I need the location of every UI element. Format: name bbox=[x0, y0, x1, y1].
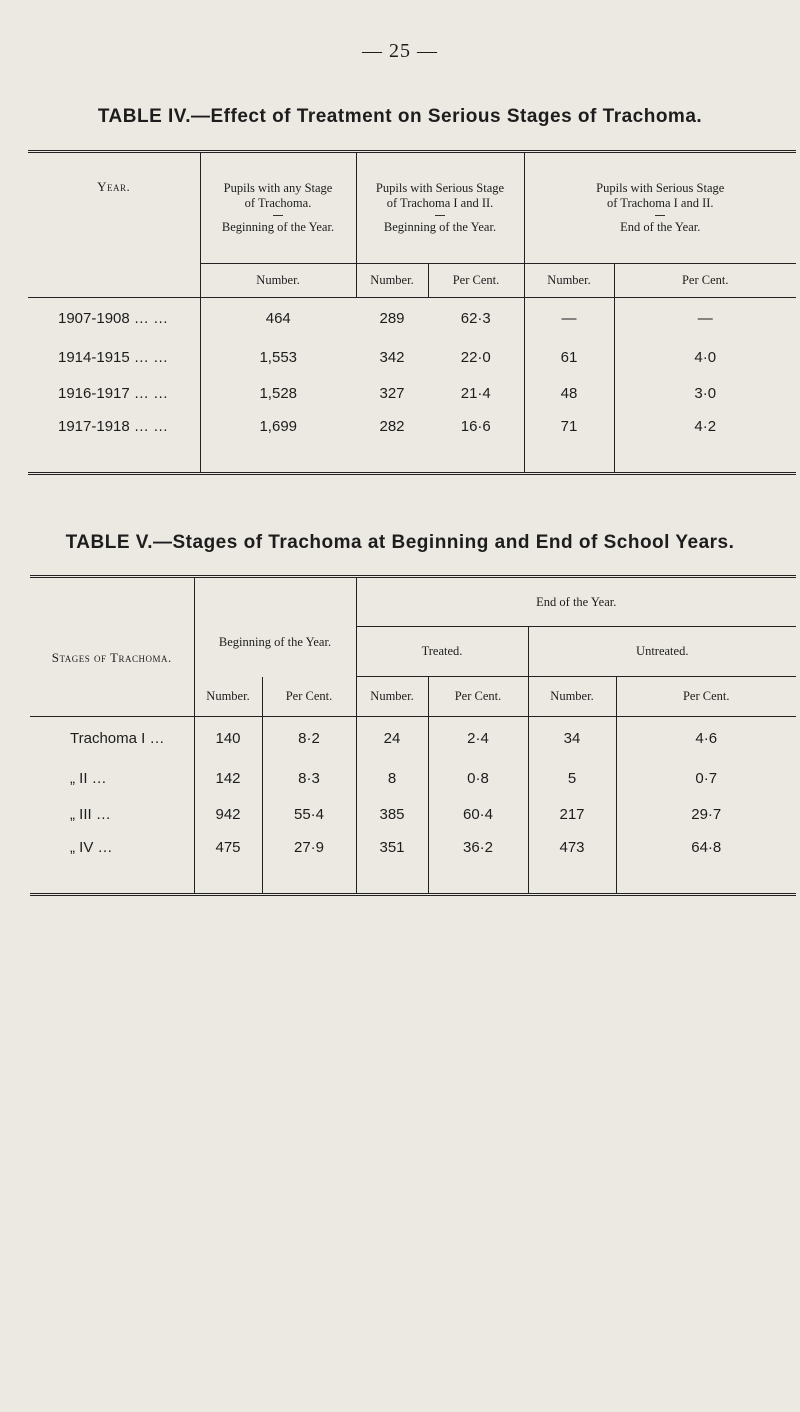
treated-percent-subheader: Per Cent. bbox=[428, 677, 528, 717]
end-number-subheader: Number. bbox=[524, 264, 614, 298]
stages-header: Stages of Trachoma. bbox=[30, 577, 194, 717]
beg-percent-subheader: Per Cent. bbox=[262, 677, 356, 717]
table-row: 1914-1915 … … 1,553 342 22·0 61 4·0 bbox=[28, 340, 796, 376]
beg-number-subheader: Number. bbox=[356, 264, 428, 298]
table-row: 1907-1908 … … 464 289 62·3 — — bbox=[28, 298, 796, 340]
table-row: 1916-1917 … … 1,528 327 21·4 48 3·0 bbox=[28, 376, 796, 412]
any-stage-header: Pupils with any Stage of Trachoma. Beginning of the Year. bbox=[200, 152, 356, 264]
end-percent-subheader: Per Cent. bbox=[614, 264, 796, 298]
beginning-header: Beginning of the Year. bbox=[194, 577, 356, 677]
table-5 bbox=[30, 575, 796, 896]
treated-number-subheader: Number. bbox=[356, 677, 428, 717]
table-5-title: TABLE V.—Stages of Trachoma at Beginning and End of School Years. bbox=[65, 532, 735, 553]
end-header: End of the Year. bbox=[356, 577, 796, 627]
beg-number-subheader: Number. bbox=[194, 677, 262, 717]
any-number-subheader: Number. bbox=[200, 264, 356, 298]
year-header: Year. bbox=[28, 152, 200, 298]
table-4 bbox=[28, 150, 796, 475]
beg-percent-subheader: Per Cent. bbox=[428, 264, 524, 298]
table-row: Trachoma I … 140 8·2 24 2·4 34 4·6 bbox=[30, 717, 796, 761]
untreated-header: Untreated. bbox=[528, 627, 796, 677]
page-number: — 25 — bbox=[362, 40, 438, 62]
table-row: „ II … 142 8·3 8 0·8 5 0·7 bbox=[30, 761, 796, 797]
untreated-number-subheader: Number. bbox=[528, 677, 616, 717]
table-row: „ III … 942 55·4 385 60·4 217 29·7 bbox=[30, 797, 796, 833]
treated-header: Treated. bbox=[356, 627, 528, 677]
table-4-title: TABLE IV.—Effect of Treatment on Serious Stages of Trachoma. bbox=[97, 106, 703, 127]
untreated-percent-subheader: Per Cent. bbox=[616, 677, 796, 717]
table-row: „ IV … 475 27·9 351 36·2 473 64·8 bbox=[30, 833, 796, 895]
serious-end-header: Pupils with Serious Stage of Trachoma I and II. End of the Year. bbox=[524, 152, 796, 264]
table-row: 1917-1918 … … 1,699 282 16·6 71 4·2 bbox=[28, 412, 796, 474]
serious-beginning-header: Pupils with Serious Stage of Trachoma I and II. Beginning of the Year. bbox=[356, 152, 524, 264]
